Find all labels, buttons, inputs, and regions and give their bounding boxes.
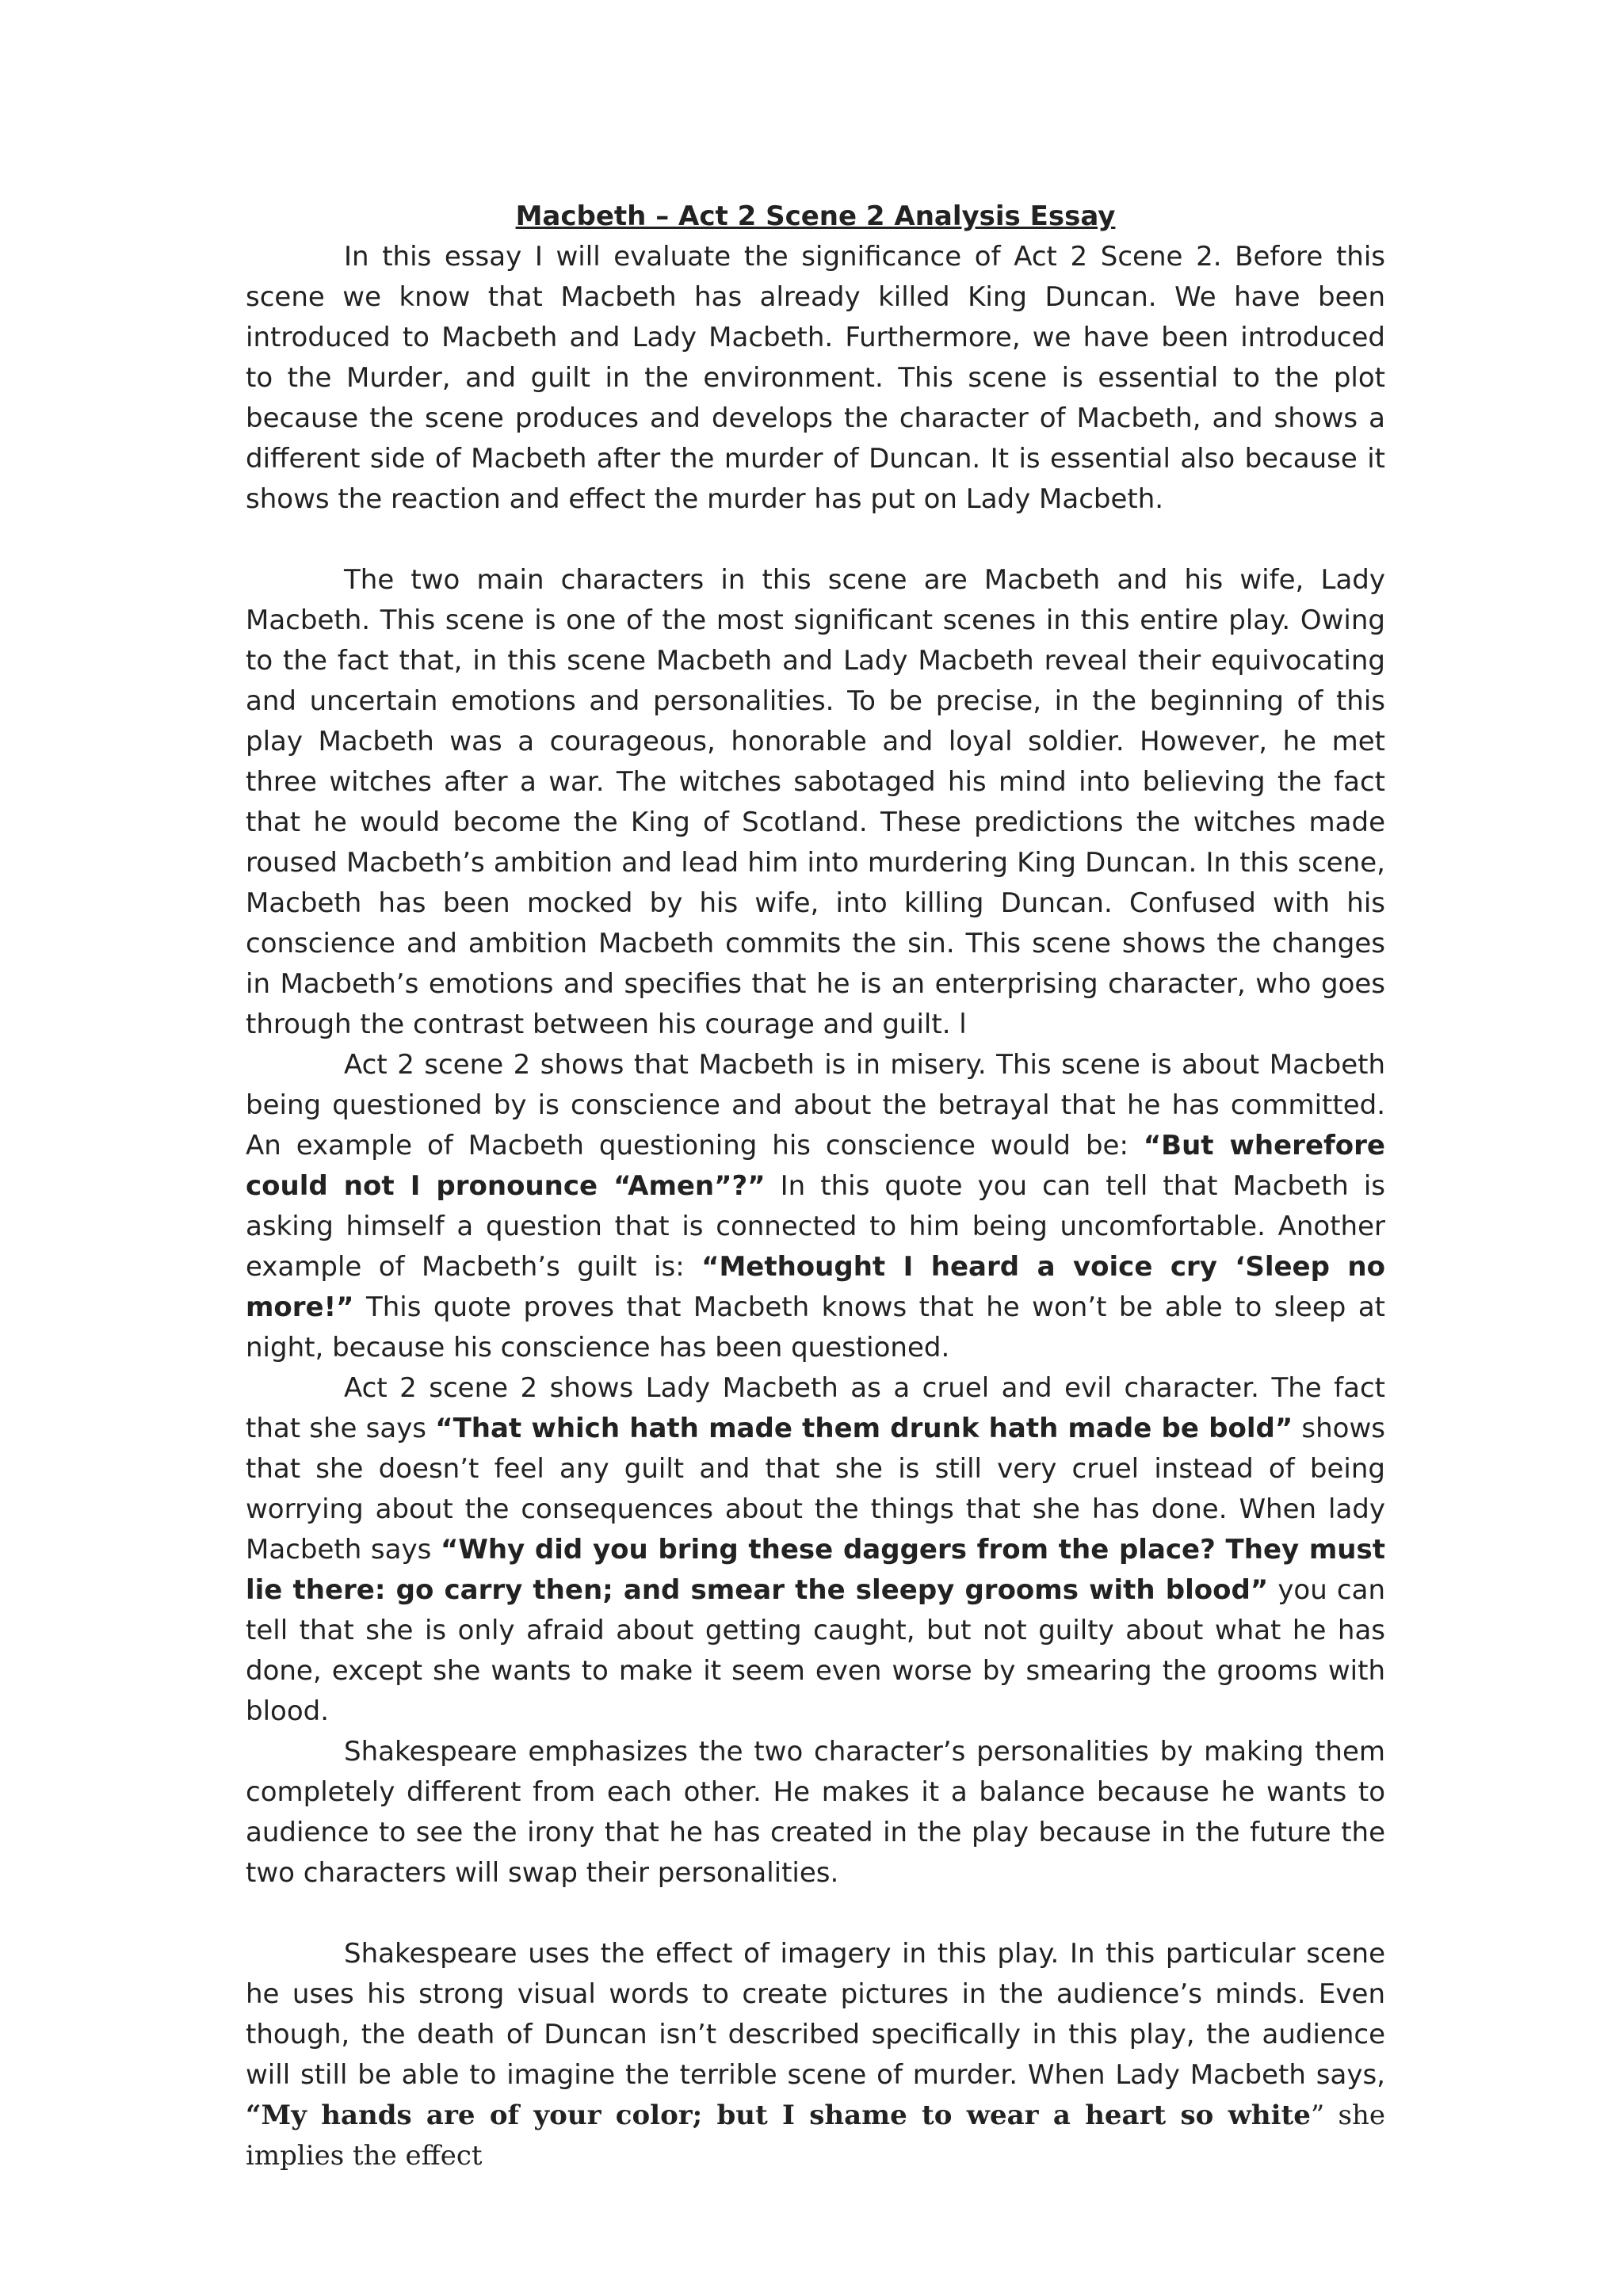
text-run: you can tell that she is only afraid about getting caught, but not guilty about what he has done, except she wants to make it seem even worse by smearing the grooms with blood.	[246, 1574, 1385, 1727]
text-run: Act 2 scene 2 shows that Macbeth is in misery. This scene is about Macbeth being questioned by is conscience and about the betrayal that he has committed. An example of Macbeth questioning his conscience would be:	[246, 1049, 1385, 1161]
paragraph-imagery	[246, 1934, 1385, 2176]
paragraph-macbeth-misery	[246, 1045, 1385, 1368]
quote-drunk-bold: “That which hath made them drunk hath made be bold”	[435, 1413, 1293, 1444]
text-run: Act 2 scene 2 shows Lady Macbeth as a cruel and evil character. The fact that she says	[246, 1372, 1385, 1444]
essay-title: Macbeth – Act 2 Scene 2 Analysis Essay	[515, 200, 1116, 232]
text-run: This quote proves that Macbeth knows that he won’t be able to sleep at night, because his conscience has been questioned.	[246, 1291, 1385, 1363]
text-run: shows that she doesn’t feel any guilt and that she is still very cruel instead of being worrying about the consequences about the things that she has done. When lady Macbeth says	[246, 1413, 1385, 1566]
text-run: she implies the effect	[246, 2100, 1385, 2172]
text-run: In this quote you can tell that Macbeth is asking himself a question that is connected to him being uncomfortable. Another example of Macbeth’s guilt is:	[246, 1170, 1385, 1283]
text-run: ”	[1310, 2100, 1325, 2131]
quote-daggers: “Why did you bring these daggers from the place? They must lie there: go carry then; and smear the sleepy grooms with blood”	[246, 1534, 1385, 1606]
quote-amen: “But wherefore could not I pronounce “Amen”?”	[246, 1130, 1385, 1202]
essay-body	[246, 196, 1385, 2176]
paragraph-personalities: Shakespeare emphasizes the two character’s personalities by making them completely different from each other. He makes it a balance because he wants to audience to see the irony that he has created in the play because in the future the two characters will swap their personalities.	[246, 1736, 1385, 1889]
quote-sleep-no-more: “Methought I heard a voice cry ‘Sleep no more!”	[246, 1251, 1385, 1323]
paragraph-spacer	[246, 520, 1385, 560]
quote-my-hands: “My hands are of your color; but I shame to wear a heart so white	[246, 2100, 1311, 2131]
paragraph-main-characters: The two main characters in this scene are Macbeth and his wife, Lady Macbeth. This scene is one of the most significant scenes in this entire play. Owing to the fact that, in this scene Macbeth and Lady Macbeth reveal their equivocating and uncertain emotions and personalities. To be precise, in the beginning of this play Macbeth was a courageous, honorable and loyal soldier. However, he met three witches after a war. The witches sabotaged his mind into believing the fact that he would become the King of Scotland. These predictions the witches made roused Macbeth’s ambition and lead him into murdering King Duncan. In this scene, Macbeth has been mocked by his wife, into killing Duncan. Confused with his conscience and ambition Macbeth commits the sin. This scene shows the changes in Macbeth’s emotions and specifies that he is an enterprising character, who goes through the contrast between his courage and guilt. l	[246, 564, 1385, 1040]
text-run: Shakespeare uses the effect of imagery in this play. In this particular scene he uses his strong visual words to create pictures in the audience’s minds. Even though, the death of Duncan isn’t described specifically in this play, the audience will still be able to imagine the terrible scene of murder. When Lady Macbeth says,	[246, 1938, 1385, 2091]
paragraph-introduction: In this essay I will evaluate the significance of Act 2 Scene 2. Before this scene we know that Macbeth has already killed King Duncan. We have been introduced to Macbeth and Lady Macbeth. Furthermore, we have been introduced to the Murder, and guilt in the environment. This scene is essential to the plot because the scene produces and develops the character of Macbeth, and shows a different side of Macbeth after the murder of Duncan. It is essential also because it shows the reaction and effect the murder has put on Lady Macbeth.	[246, 241, 1385, 515]
paragraph-lady-macbeth	[246, 1368, 1385, 1732]
paragraph-spacer	[246, 1894, 1385, 1934]
